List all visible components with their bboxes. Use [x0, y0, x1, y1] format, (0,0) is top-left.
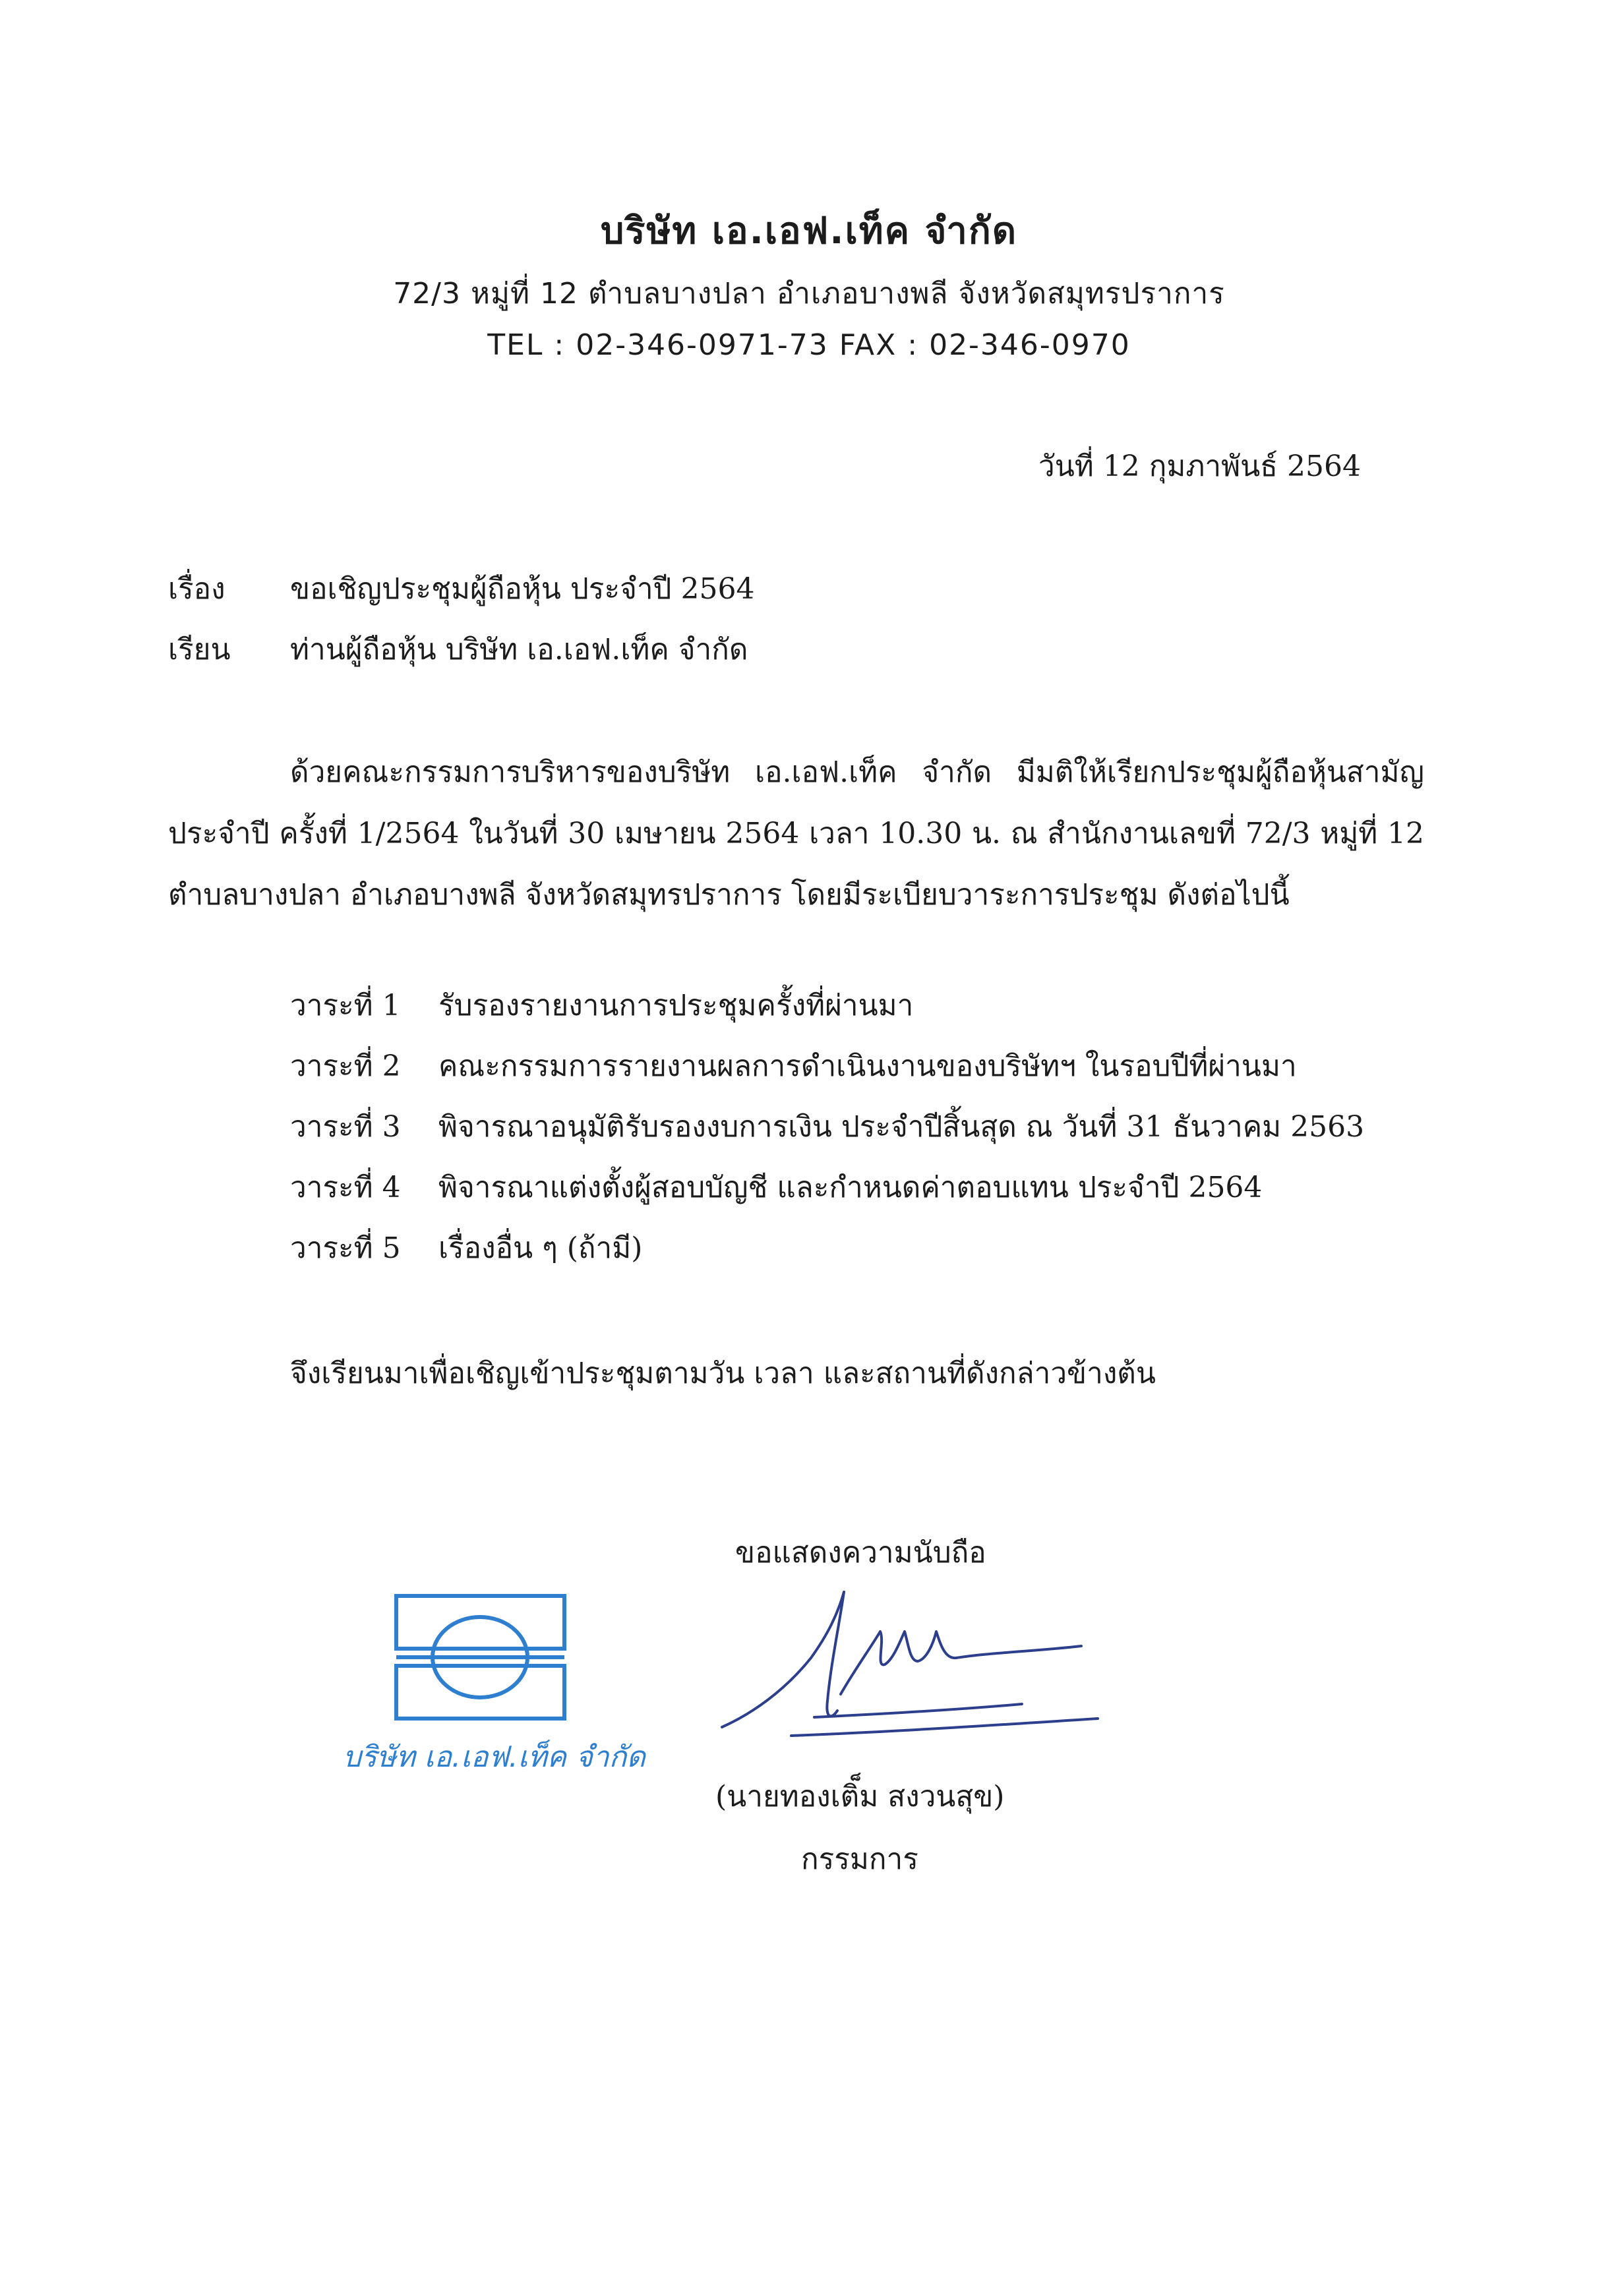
company-contact: TEL : 02-346-0971-73 FAX : 02-346-0970	[487, 328, 1131, 362]
body-paragraph: ด้วยคณะกรรมการบริหารของบริษัท เอ.เอฟ.เท็ค จำกัด มีมติให้เรียกประชุมผู้ถือหุ้นสามัญ ประจำปี ครั้งที่ 1/2564 ในวันที่ 30 เมษายน 2564 เวลา 10.30 น. ณ สำนักงานเลขที่ 72/3 หมู่ที่ 12 ตำบลบางปลา อำเภอบางพลี จังหวัดสมุทรปราการ โดยมีระเบียบวาระการประชุม ดังต่อไปนี้	[168, 755, 1424, 912]
closing-paragraph: จึงเรียนมาเพื่อเชิญเข้าประชุมตามวัน เวลา และสถานที่ดังกล่าวข้างต้น	[290, 1357, 1156, 1390]
agenda-text: พิจารณาแต่งตั้งผู้สอบบัญชี และกำหนดค่าตอบแทน ประจำปี 2564	[438, 1171, 1263, 1204]
agenda-number: วาระที่ 3	[290, 1110, 401, 1144]
signer-name: (นายทองเติ็ม สงวนสุข)	[715, 1780, 1005, 1813]
document-date: วันที่ 12 กุมภาพันธ์ 2564	[1038, 450, 1361, 483]
agenda-number: วาระที่ 1	[290, 989, 401, 1022]
agenda-number: วาระที่ 2	[290, 1049, 401, 1083]
agenda-item	[290, 1164, 1364, 1225]
company-logo	[392, 1592, 570, 1730]
agenda-item	[290, 1043, 1364, 1104]
recipient-text: ท่านผู้ถือหุ้น บริษัท เอ.เอฟ.เท็ค จำกัด	[290, 633, 748, 666]
signer-title: กรรมการ	[801, 1842, 918, 1876]
subject-text: ขอเชิญประชุมผู้ถือหุ้น ประจำปี 2564	[290, 572, 755, 606]
agenda-number: วาระที่ 5	[290, 1231, 401, 1265]
agenda-text: รับรองรายงานการประชุมครั้งที่ผ่านมา	[438, 989, 914, 1022]
company-logo-caption: บริษัท เอ.เอฟ.เท็ค จำกัด	[343, 1740, 645, 1774]
company-address: 72/3 หมู่ที่ 12 ตำบลบางปลา อำเภอบางพลี จังหวัดสมุทรปราการ	[393, 277, 1225, 310]
agenda-item	[290, 1104, 1364, 1164]
agenda-text: พิจารณาอนุมัติรับรองงบการเงิน ประจำปีสิ้นสุด ณ วันที่ 31 ธันวาคม 2563	[438, 1110, 1365, 1144]
regards-text: ขอแสดงความนับถือ	[735, 1536, 986, 1570]
agenda-text: เรื่องอื่น ๆ (ถ้ามี)	[438, 1231, 643, 1265]
agenda-number: วาระที่ 4	[290, 1171, 401, 1204]
recipient-label: เรียน	[168, 633, 231, 666]
agenda-item	[290, 982, 1364, 1043]
signature-image	[712, 1579, 1108, 1750]
agenda-text: คณะกรรมการรายงานผลการดำเนินงานของบริษัทฯ ในรอบปีที่ผ่านมา	[438, 1049, 1297, 1083]
company-name: บริษัท เอ.เอฟ.เท็ค จำกัด	[600, 210, 1018, 252]
agenda-list	[290, 982, 1364, 1285]
subject-label: เรื่อง	[168, 572, 225, 606]
agenda-item	[290, 1225, 1364, 1285]
